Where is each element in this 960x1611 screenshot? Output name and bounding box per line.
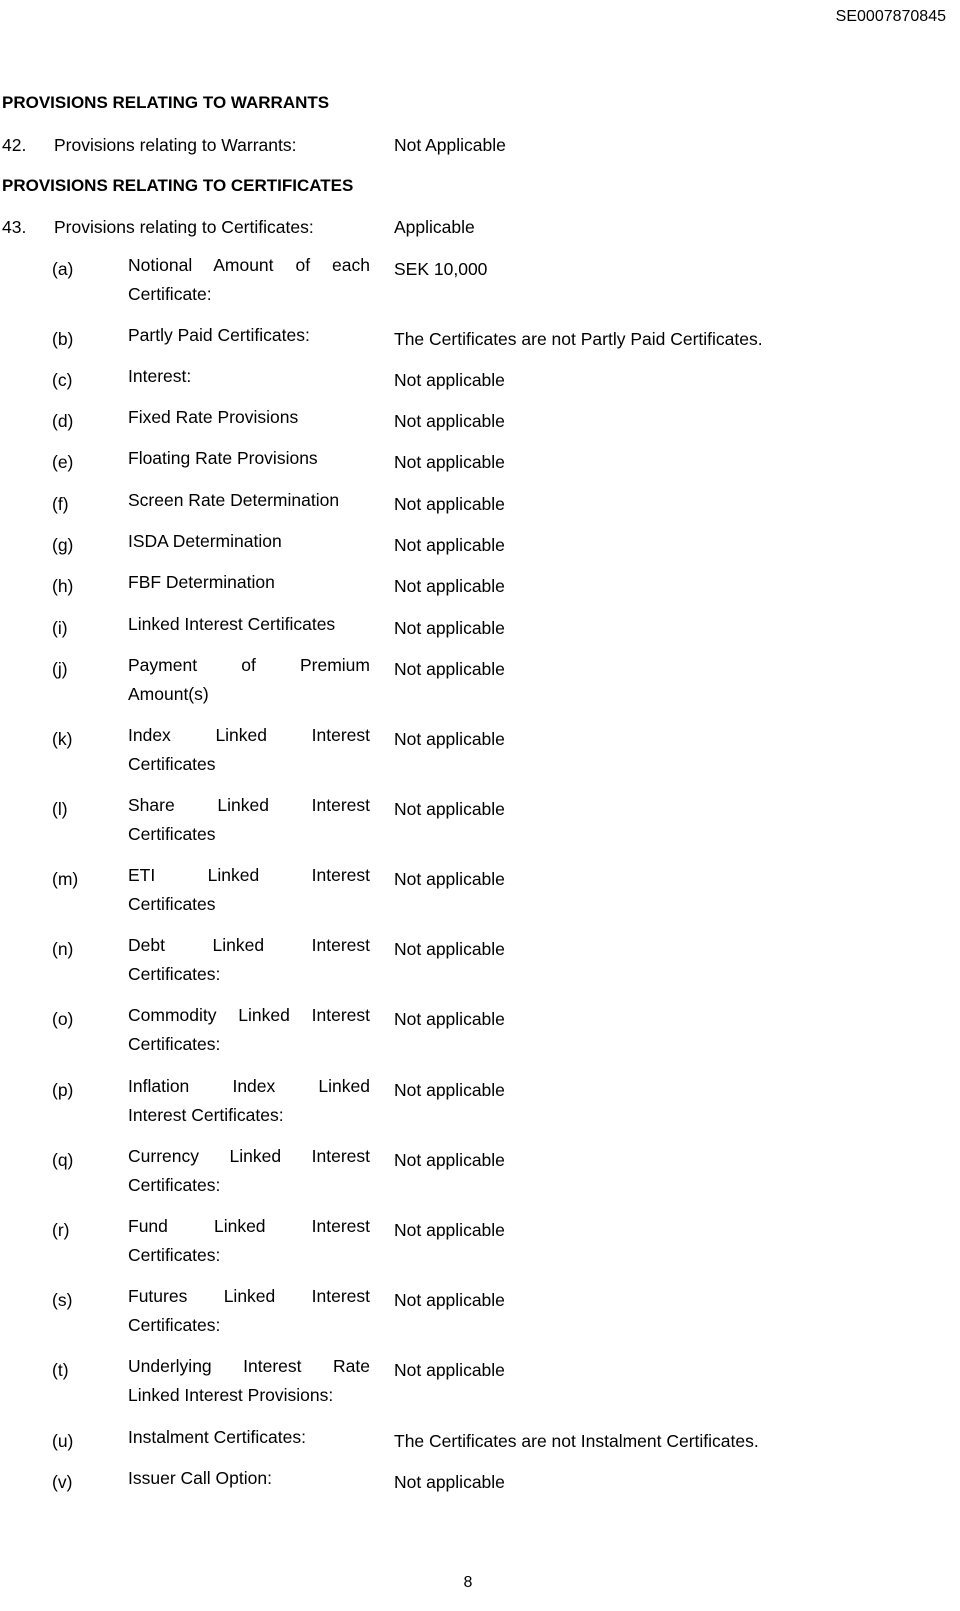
- provision-label-line: Interest Certificates:: [128, 1104, 284, 1125]
- provision-label-line: Certificates: [128, 753, 216, 774]
- provision-label: [128, 1212, 370, 1269]
- provision-label-line: Underlying Interest Rate: [128, 1356, 370, 1376]
- provision-value: The Certificates are not Instalment Certificates.: [394, 1431, 759, 1451]
- provision-label-line: Certificates:: [128, 1174, 221, 1195]
- provision-label-line: Commodity Linked Interest: [128, 1005, 370, 1025]
- provision-letter: (m): [52, 869, 79, 889]
- provision-value: Not applicable: [394, 452, 505, 472]
- provision-letter: (n): [52, 939, 74, 959]
- provision-label-line: Certificates:: [128, 1033, 221, 1054]
- provision-label: [128, 1282, 370, 1339]
- provision-value: Not applicable: [394, 1150, 505, 1170]
- paragraph-number: 43.: [2, 217, 27, 237]
- provision-label: [128, 321, 370, 350]
- provision-letter: (p): [52, 1080, 74, 1100]
- provision-letter: (f): [52, 494, 69, 514]
- provision-value: Not applicable: [394, 1009, 505, 1029]
- provision-letter: (j): [52, 659, 68, 679]
- provision-label-line: Certificates:: [128, 1244, 221, 1265]
- paragraph-label: Provisions relating to Certificates:: [54, 217, 314, 237]
- provision-label-line: Interest:: [128, 366, 192, 386]
- provision-label-line: ISDA Determination: [128, 531, 282, 551]
- provision-letter: (d): [52, 411, 74, 431]
- provision-label-line: Certificate:: [128, 283, 212, 304]
- provision-label-line: Index Linked Interest: [128, 725, 370, 745]
- provision-value: Not applicable: [394, 370, 505, 390]
- provision-label-line: Linked Interest Provisions:: [128, 1384, 334, 1405]
- provision-letter: (v): [52, 1472, 73, 1492]
- provision-value: Not applicable: [394, 576, 505, 596]
- provision-label-line: Debt Linked Interest: [128, 935, 370, 955]
- warrants-heading: PROVISIONS RELATING TO WARRANTS: [2, 93, 330, 112]
- provision-label-line: Inflation Index Linked: [128, 1076, 370, 1096]
- provision-label-line: Futures Linked Interest: [128, 1286, 370, 1306]
- provision-letter: (r): [52, 1220, 70, 1240]
- provision-label-line: Floating Rate Provisions: [128, 448, 318, 468]
- provision-letter: (h): [52, 576, 74, 596]
- provision-label: [128, 444, 370, 473]
- provision-label-line: Fund Linked Interest: [128, 1216, 370, 1236]
- provision-label: [128, 486, 370, 515]
- provision-label: [128, 1142, 370, 1199]
- paragraph-value: Applicable: [394, 217, 475, 237]
- provision-label-line: Instalment Certificates:: [128, 1427, 306, 1447]
- provision-value: Not applicable: [394, 1360, 505, 1380]
- provision-value: Not applicable: [394, 411, 505, 431]
- paragraph-number: 42.: [2, 135, 27, 155]
- provision-letter: (k): [52, 729, 73, 749]
- provision-label: [128, 791, 370, 848]
- provision-label: [128, 1072, 370, 1129]
- provision-label-line: Screen Rate Determination: [128, 490, 340, 510]
- provision-value: Not applicable: [394, 535, 505, 555]
- provision-value: Not applicable: [394, 1290, 505, 1310]
- provision-value: Not applicable: [394, 799, 505, 819]
- provision-value: Not applicable: [394, 494, 505, 514]
- provision-value: Not applicable: [394, 869, 505, 889]
- provision-label-line: Issuer Call Option:: [128, 1468, 272, 1488]
- provision-letter: (e): [52, 452, 74, 472]
- provision-label: [128, 1423, 370, 1452]
- provision-letter: (b): [52, 329, 74, 349]
- provision-label-line: Notional Amount of each: [128, 255, 370, 275]
- provision-value: The Certificates are not Partly Paid Certificates.: [394, 329, 763, 349]
- provision-value: Not applicable: [394, 729, 505, 749]
- provision-label-line: Certificates:: [128, 963, 221, 984]
- provision-label-line: Certificates:: [128, 1314, 221, 1335]
- provision-label-line: Payment of Premium: [128, 655, 370, 675]
- provision-label-line: Fixed Rate Provisions: [128, 407, 299, 427]
- provision-label-line: Certificates: [128, 893, 216, 914]
- provision-label: [128, 568, 370, 597]
- provision-label: [128, 1001, 370, 1058]
- provision-label: [128, 651, 370, 708]
- provision-label: [128, 861, 370, 918]
- document-id: SE0007870845: [835, 8, 946, 25]
- paragraph-value: Not Applicable: [394, 135, 506, 155]
- provision-label: [128, 251, 370, 308]
- provision-letter: (g): [52, 535, 74, 555]
- certificates-heading: PROVISIONS RELATING TO CERTIFICATES: [2, 176, 354, 195]
- provision-value: Not applicable: [394, 1220, 505, 1240]
- provision-label: [128, 931, 370, 988]
- provision-label: [128, 362, 370, 391]
- provision-value: SEK 10,000: [394, 259, 488, 279]
- provision-value: Not applicable: [394, 1472, 505, 1492]
- provision-value: Not applicable: [394, 659, 505, 679]
- provision-label: [128, 1464, 370, 1493]
- provision-label: [128, 527, 370, 556]
- provision-letter: (t): [52, 1360, 69, 1380]
- provision-label: [128, 1352, 370, 1409]
- page-number: 8: [463, 1574, 473, 1591]
- provision-label: [128, 610, 370, 639]
- paragraph-label: Provisions relating to Warrants:: [54, 135, 297, 155]
- provision-label-line: Linked Interest Certificates: [128, 614, 336, 634]
- provision-letter: (u): [52, 1431, 74, 1451]
- provision-label-line: Share Linked Interest: [128, 795, 370, 815]
- provision-letter: (a): [52, 259, 74, 279]
- provision-letter: (o): [52, 1009, 74, 1029]
- provision-label: [128, 403, 370, 432]
- provision-label-line: Partly Paid Certificates:: [128, 325, 310, 345]
- provision-letter: (s): [52, 1290, 73, 1310]
- provision-label-line: Currency Linked Interest: [128, 1146, 370, 1166]
- provision-value: Not applicable: [394, 1080, 505, 1100]
- provision-label-line: Amount(s): [128, 683, 209, 704]
- provision-letter: (q): [52, 1150, 74, 1170]
- provision-letter: (c): [52, 370, 73, 390]
- provision-label-line: FBF Determination: [128, 572, 275, 592]
- provision-letter: (l): [52, 799, 68, 819]
- provision-label-line: Certificates: [128, 823, 216, 844]
- provision-value: Not applicable: [394, 618, 505, 638]
- provision-value: Not applicable: [394, 939, 505, 959]
- provision-label: [128, 721, 370, 778]
- provision-label-line: ETI Linked Interest: [128, 865, 370, 885]
- provision-letter: (i): [52, 618, 68, 638]
